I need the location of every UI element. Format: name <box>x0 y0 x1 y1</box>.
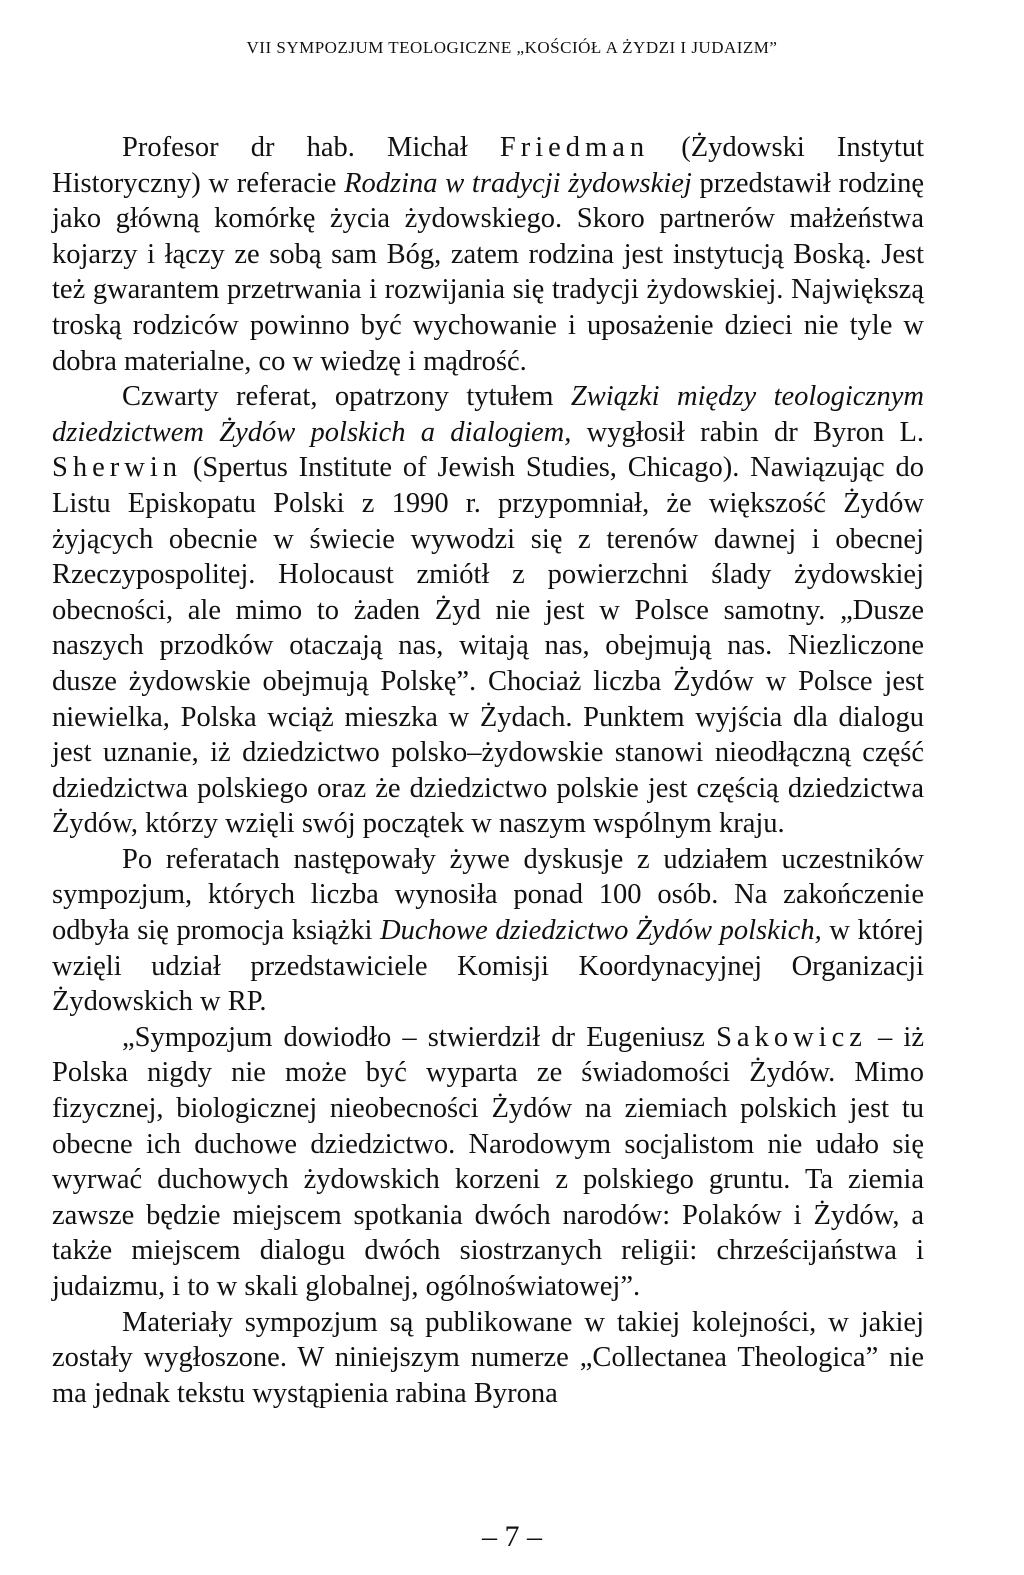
text-run: Po referatach następowały żywe dyskusje z udziałem uczestników sympozjum, których liczba wynosiła ponad 100 osób. Na zakończenie odbyła się promocja książki <box>52 843 924 947</box>
lecture-title: Rodzina w tradycji żydowskiej <box>344 167 692 199</box>
text-run: przedstawił rodzinę jako główną komórkę życia żydowskiego. Skoro partnerów małżeństwa kojarzy i łączy ze sobą sam Bóg, zatem rodzina jest instytucją Boską. Jest też gwarantem przetrwania i rozwijania się tradycji żydowskiej. Największą troską rodziców powinno być wychowanie i uposażenie dzieci nie tyle w dobra materialne, co w wiedzę i mądrość. <box>52 167 924 377</box>
text-run: wygłosił rabin dr Byron L. <box>571 416 925 448</box>
paragraph-materials <box>52 1305 924 1412</box>
page-number: – 7 – <box>482 1520 542 1553</box>
text-run: – iż Polska nigdy nie może być wyparta ze świadomości Żydów. Mimo fizycznej, biologicznej nieobecności Żydów na ziemiach polskich jest tu obecne ich duchowe dziedzictwo. Narodowym socjalistom nie udało się wyrwać duchowych żydowskich korzeni z polskiego gruntu. Ta ziemia zawsze będzie miejscem spotkania dwóch narodów: Polaków i Żydów, a także miejscem dialogu dwóch siostrzanych religii: chrześcijaństwa i judaizmu, i to w skali globalnej, ogólnoświatowej”. <box>52 1021 924 1302</box>
text-run: Profesor dr hab. Michał <box>122 132 500 163</box>
paragraph-sherwin <box>52 379 924 842</box>
text-run: w której wzięli udział przedstawiciele Komisji Koordynacyjnej Organizacji Żydowskich w RP. <box>52 915 925 1018</box>
lecture-title: Związki między teologicznym dziedzictwem Żydów polskich a dialogiem, <box>52 381 924 448</box>
text-run: (Spertus Institute of Jewish Studies, Chicago). Nawiązując do Listu Episkopatu Polski z 1990 r. przypomniał, że większość Żydów żyjących obecnie w świecie wywodzi się z terenów dawnej i obecnej Rzeczypospolitej. Holocaust zmiótł z powierzchni ślady żydowskiej obecności, ale mimo to żaden Żyd nie jest w Polsce samotny. „Dusze naszych przodków otaczają nas, witają nas, obejmują nas. Niezliczone dusze żydowskie obejmują Polskę”. Chociaż liczba Żydów w Polsce jest niewielka, Polska wciąż mieszka w Żydach. Punktem wyjścia dla dialogu jest uznanie, iż dziedzictwo polsko–żydowskie stanowi nieodłączną część dziedzictwa polskiego oraz że dziedzictwo polskie jest częścią dziedzictwa Żydów, którzy wzięli swój początek w naszym wspólnym kraju. <box>52 452 924 840</box>
text-run: (Żydowski Instytut Historyczny) w referacie <box>52 132 924 199</box>
paragraph-sakowicz <box>52 1020 924 1305</box>
book-title: Duchowe dziedzictwo Żydów polskich, <box>380 915 822 947</box>
speaker-name: Sakowicz <box>716 1021 867 1053</box>
paragraph-friedman <box>52 130 924 379</box>
text-run: Czwarty referat, opatrzony tytułem <box>122 381 571 413</box>
text-run: Materiały sympozjum są publikowane w takiej kolejności, w jakiej zostały wygłoszone. W niniejszym numerze „Collectanea Theologica” nie ma jednak tekstu wystąpienia rabina Byrona <box>52 1306 924 1409</box>
text-run: „Sympozjum dowiodło – stwierdził dr Eugeniusz <box>122 1021 717 1053</box>
paragraph-discussion <box>52 842 924 1020</box>
running-head: VII SYMPOZJUM TEOLOGICZNE „KOŚCIÓŁ A ŻYDZI I JUDAIZM” <box>246 38 778 57</box>
speaker-name: Sherwin <box>52 452 182 484</box>
body-text <box>52 130 924 1411</box>
speaker-name: Friedman <box>499 132 650 163</box>
